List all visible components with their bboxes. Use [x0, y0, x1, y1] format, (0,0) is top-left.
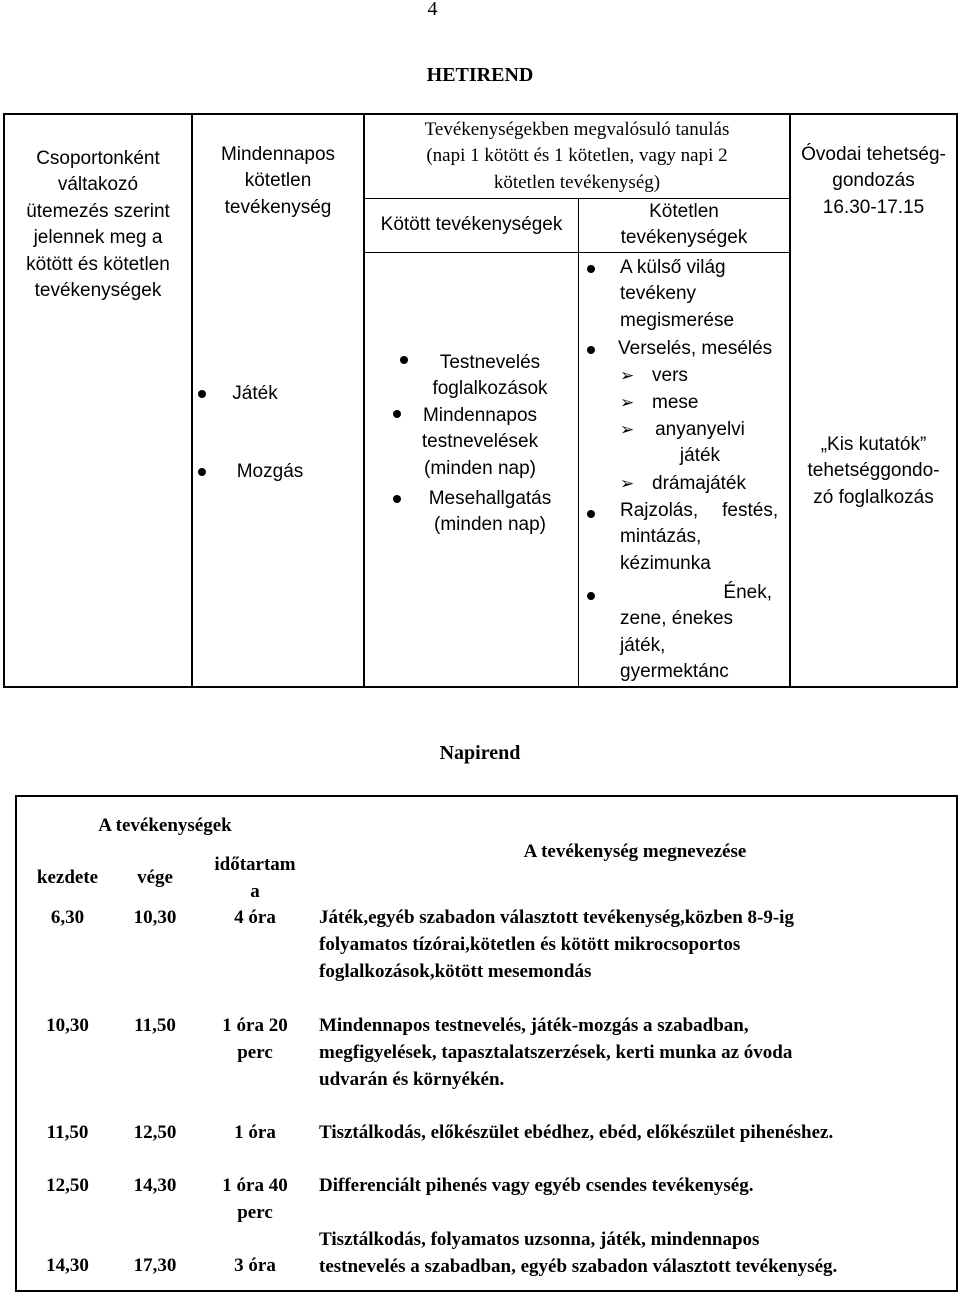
sub-item: drámajáték: [652, 473, 746, 494]
arrow-bullet-icon: ➢: [620, 393, 635, 412]
cell-idotartam: 3 óra: [234, 1255, 276, 1276]
list-item: Mozgás: [236, 461, 304, 482]
cell-leiras: Tisztálkodás, előkészület ebédhez, ebéd, előkészület pihenéshez.: [319, 1122, 834, 1143]
sub-item: anyanyelvi játék: [655, 419, 745, 467]
sub-item: vers: [652, 365, 688, 386]
header-vege: vége: [137, 867, 173, 888]
bullet-icon: [587, 592, 595, 600]
hetirend-col3-header: Tevékenységekben megvalósuló tanulás (napi 1 kötött és 1 kötetlen, vagy napi 2 kötetlen tevékenység): [424, 119, 730, 193]
napirend-title: Napirend: [439, 742, 521, 764]
cell-leiras: Tisztálkodás, folyamatos uzsonna, játék, mindennapos testnevelés a szabadban, egyéb szabadon választott tevékenység.: [319, 1229, 838, 1277]
cell-leiras: Differenciált pihenés vagy egyéb csendes tevékenység.: [319, 1175, 754, 1196]
bullet-icon: [587, 346, 595, 354]
cell-idotartam: 4 óra: [234, 907, 276, 928]
bullet-icon: [587, 265, 595, 273]
list-item: Verselés, mesélés: [618, 338, 773, 359]
list-item: Ének, zene, énekes játék, gyermektánc: [620, 582, 772, 683]
cell-kezdete: 12,50: [46, 1175, 89, 1196]
cell-vege: 14,30: [133, 1175, 177, 1196]
list-item: Testnevelés foglalkozások: [432, 352, 548, 400]
hetirend-title: HETIREND: [426, 64, 534, 86]
list-item: Játék: [232, 383, 278, 404]
header-megnevezes: A tevékenység megnevezése: [523, 841, 747, 862]
bullet-icon: [400, 356, 408, 364]
cell-kezdete: 14,30: [46, 1255, 89, 1276]
cell-idotartam: 1 óra 20 perc: [222, 1015, 288, 1063]
sub-item: mese: [652, 392, 699, 413]
list-item: Mesehallgatás (minden nap): [428, 488, 552, 536]
bullet-icon: [198, 390, 206, 398]
cell-kezdete: 6,30: [50, 907, 85, 928]
arrow-bullet-icon: ➢: [620, 420, 635, 439]
cell-vege: 11,50: [134, 1015, 176, 1036]
cell-kezdete: 11,50: [46, 1122, 89, 1143]
bullet-icon: [393, 495, 401, 503]
cell-idotartam: 1 óra: [234, 1122, 276, 1143]
list-item: A külső világ tevékeny megismerése: [620, 257, 735, 331]
kotetlen-header: Kötetlen tevékenységek: [620, 201, 748, 249]
cell-idotartam: 1 óra 40 perc: [222, 1175, 288, 1223]
cell-vege: 10,30: [133, 907, 177, 928]
hetirend-col1-text: Csoportonként váltakozó ütemezés szerint jelennek meg a kötött és kötetlen tevékenységek: [26, 148, 170, 302]
header-kezdete: kezdete: [36, 867, 99, 888]
bullet-icon: [198, 468, 206, 476]
header-idotartam: időtartam a: [214, 854, 296, 902]
hetirend-col4-header: Óvodai tehetség- gondozás 16.30-17.15: [801, 144, 946, 218]
list-item: Mindennapos testnevelések (minden nap): [421, 405, 539, 479]
list-item: Rajzolás, festés, mintázás, kézimunka: [620, 500, 779, 574]
kotott-header: Kötött tevékenységek: [380, 214, 563, 235]
arrow-bullet-icon: ➢: [620, 366, 635, 385]
hetirend-col4-body: „Kis kutatók” tehetséggondo- zó foglalkozás: [807, 434, 940, 508]
bullet-icon: [587, 510, 595, 518]
cell-leiras: Játék,egyéb szabadon választott tevékenység,közben 8-9-ig folyamatos tízórai,kötetlen és kötött mikrocsoportos foglalkozások,kötött mesemondás: [319, 907, 794, 982]
header-group: A tevékenységek: [98, 815, 232, 836]
arrow-bullet-icon: ➢: [620, 474, 635, 493]
page-number: 4: [427, 0, 438, 20]
cell-vege: 12,50: [133, 1122, 177, 1143]
cell-vege: 17,30: [133, 1255, 177, 1276]
cell-kezdete: 10,30: [46, 1015, 89, 1036]
hetirend-col2-header: Mindennapos kötetlen tevékenység: [220, 144, 336, 218]
cell-leiras: Mindennapos testnevelés, játék-mozgás a szabadban, megfigyelések, tapasztalatszerzések, kerti munka az óvoda udvarán és környékén.: [319, 1015, 793, 1090]
